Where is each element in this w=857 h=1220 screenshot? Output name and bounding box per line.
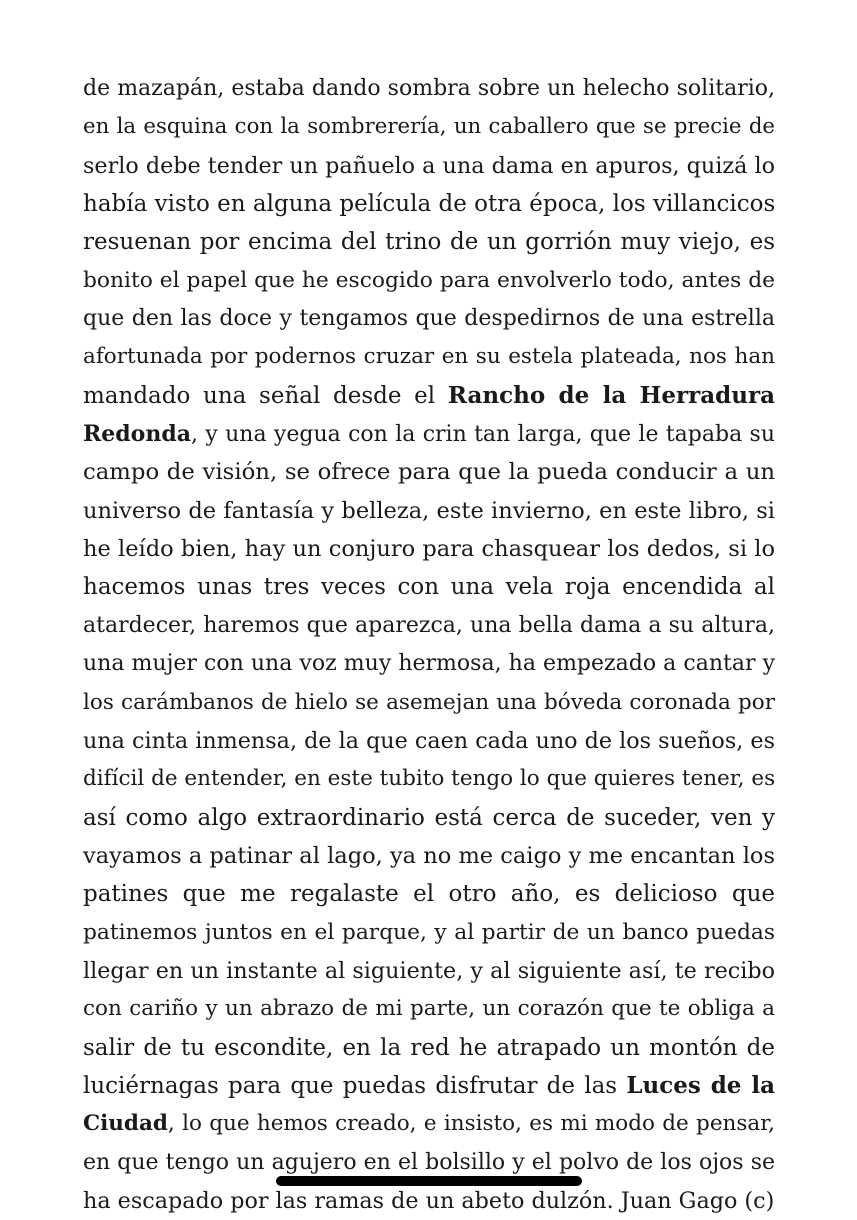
- text-segment: en que tengo un agujero en el bolsillo y el polvo de los ojos se: [83, 1149, 775, 1175]
- text-segment: bonito el papel que he escogido para envolverlo todo, antes de: [83, 267, 775, 293]
- text-segment: patinemos juntos en el parque, y al partir de un banco puedas: [83, 919, 775, 945]
- text-line: [83, 568, 775, 606]
- text-line: [83, 377, 775, 415]
- text-line: [83, 300, 775, 338]
- body-text: [83, 70, 775, 1220]
- text-segment: en la esquina con la sombrerería, un caballero que se precie de: [83, 114, 775, 140]
- text-line: [83, 453, 775, 491]
- text-segment: mandado una señal desde el: [83, 382, 448, 409]
- text-line: [83, 1105, 775, 1143]
- text-line: [83, 415, 775, 453]
- text-segment: salir de tu escondite, en la red he atrapado un montón de: [83, 1034, 775, 1061]
- text-segment: que den las doce y tengamos que despedirnos de una estrella: [83, 306, 775, 332]
- bold-phrase: Redonda: [83, 421, 191, 448]
- text-line: [83, 223, 775, 261]
- text-line: [83, 530, 775, 568]
- text-line: [83, 262, 775, 300]
- text-segment: hacemos unas tres veces con una vela roja encendida al: [83, 574, 775, 601]
- text-segment: con cariño y un abrazo de mi parte, un corazón que te obliga a: [83, 996, 775, 1022]
- text-line: [83, 837, 775, 875]
- text-segment: los carámbanos de hielo se asemejan una bóveda coronada por: [83, 689, 775, 715]
- text-line: [83, 147, 775, 185]
- text-segment: atardecer, haremos que aparezca, una bella dama a su altura,: [83, 612, 775, 638]
- text-segment: luciérnagas para que puedas disfrutar de las: [83, 1072, 627, 1099]
- text-line: [83, 1067, 775, 1105]
- text-segment: universo de fantasía y belleza, este invierno, en este libro, si: [83, 497, 775, 524]
- text-line: [83, 914, 775, 952]
- text-line: [83, 760, 775, 798]
- text-line: [83, 799, 775, 837]
- text-segment: así como algo extraordinario está cerca de suceder, ven y: [83, 804, 775, 831]
- text-segment: afortunada por podernos cruzar en su estela plateada, nos han: [83, 344, 775, 370]
- text-line: [83, 684, 775, 722]
- text-line: [83, 1182, 775, 1220]
- text-segment: llegar en un instante al siguiente, y al siguiente así, te recibo: [83, 957, 775, 984]
- text-segment: resuenan por encima del trino de un gorrión muy viejo, es: [83, 229, 775, 256]
- text-line: [83, 875, 775, 913]
- text-segment: una mujer con una voz muy hermosa, ha empezado a cantar y: [83, 651, 775, 677]
- bold-phrase: Luces de la: [626, 1071, 775, 1099]
- text-segment: una cinta inmensa, de la que caen cada uno de los sueños, es: [83, 727, 775, 754]
- text-segment: patines que me regalaste el otro año, es delicioso que: [83, 881, 775, 908]
- text-segment: de mazapán, estaba dando sombra sobre un helecho solitario,: [83, 76, 775, 101]
- text-segment: ha escapado por las ramas de un abeto dulzón. Juan Gago (c): [83, 1187, 775, 1214]
- text-segment: campo de visión, se ofrece para que la pueda conducir a un: [83, 459, 775, 486]
- text-line: [83, 70, 775, 108]
- text-segment: había visto en alguna película de otra época, los villancicos: [83, 191, 776, 218]
- text-line: [83, 952, 775, 990]
- bold-phrase: Ciudad: [83, 1111, 168, 1137]
- text-line: [83, 722, 775, 760]
- text-line: [83, 990, 775, 1028]
- text-segment: , y una yegua con la crin tan larga, que le tapaba su: [190, 422, 775, 448]
- text-line: [83, 1029, 775, 1067]
- text-segment: , lo que hemos creado, e insisto, es mi modo de pensar,: [167, 1111, 775, 1137]
- text-segment: serlo debe tender un pañuelo a una dama en apuros, quizá lo: [83, 152, 775, 179]
- text-line: [83, 185, 775, 223]
- text-line: [83, 108, 775, 146]
- text-line: [83, 338, 775, 376]
- text-segment: difícil de entender, en este tubito tengo lo que quieres tener, es: [83, 766, 776, 792]
- bold-phrase: Rancho de la Herradura: [447, 381, 775, 409]
- text-segment: he leído bien, hay un conjuro para chasquear los dedos, si lo: [83, 536, 775, 563]
- text-segment: vayamos a patinar al lago, ya no me caigo y me encantan los: [83, 842, 775, 869]
- text-line: [83, 645, 775, 683]
- text-line: [83, 492, 775, 530]
- home-indicator[interactable]: [276, 1176, 582, 1186]
- text-line: [83, 607, 775, 645]
